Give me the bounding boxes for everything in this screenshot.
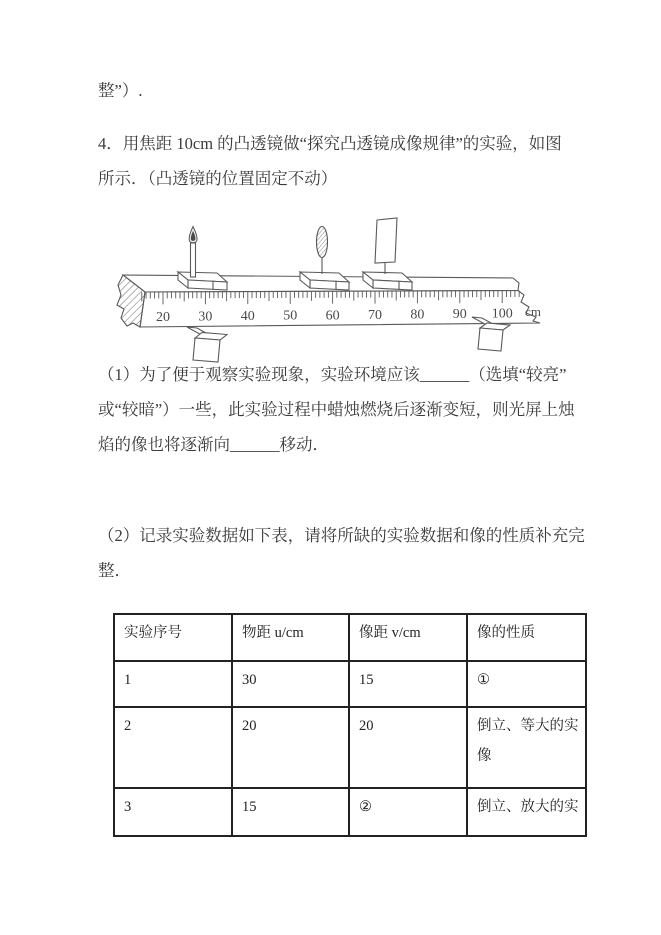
col-header-object-distance: 物距 u/cm [232, 614, 349, 661]
question4-line-2: 所示．（凸透镜的位置固定不动） [98, 169, 338, 188]
part1-line-3: 焰的像也将逐渐向______移动． [98, 435, 329, 454]
part2-line-1: （2）记录实验数据如下表，请将所缺的实验数据和像的性质补充完 [98, 526, 585, 545]
question4-line-1: 4．用焦距 10cm 的凸透镜做“探究凸透镜成像规律”的实验，如图 [98, 134, 562, 153]
table-cell: 30 [232, 661, 349, 707]
ruler-unit-label: cm [525, 304, 541, 319]
screen [375, 218, 397, 274]
table-cell: 20 [232, 707, 349, 788]
ruler-number: 80 [410, 307, 425, 323]
lens [317, 227, 328, 275]
candle [189, 227, 197, 278]
ruler-number: 70 [368, 307, 382, 323]
table-cell: 2 [114, 707, 232, 788]
previous-answer-tail-line: 整”）. [98, 81, 143, 100]
table-cell: 倒立、等大的实像 [467, 707, 586, 788]
table-cell: 15 [232, 788, 349, 836]
table-header-row [114, 614, 586, 661]
convex-lens-icon [317, 227, 328, 258]
ruler-number: 90 [452, 306, 467, 322]
ruler-number: 20 [156, 310, 170, 325]
table-cell: ② [349, 788, 467, 836]
table-cell: 1 [114, 661, 232, 707]
light-screen-icon [375, 218, 397, 263]
table-cell: 3 [114, 788, 232, 836]
experiment-data-table [113, 613, 587, 837]
part1-line-2: 或“较暗”）一些，此实验过程中蜡烛燃烧后逐渐变短，则光屏上烛 [98, 400, 575, 419]
optical-bench-svg [100, 205, 560, 370]
ruler-number: 50 [283, 308, 298, 324]
col-header-image-distance: 像距 v/cm [349, 614, 467, 661]
ruler-number: 100 [491, 306, 513, 322]
bench-left-foot [187, 327, 227, 362]
ruler-number: 60 [325, 308, 340, 324]
ruler-number: 40 [240, 309, 255, 325]
col-header-trial: 实验序号 [114, 614, 232, 661]
table-row [114, 788, 586, 836]
part2-line-2: 整． [98, 561, 131, 580]
col-header-image-property: 像的性质 [467, 614, 586, 661]
part1-line-1: （1）为了便于观察实验现象，实验环境应该______（选填“较亮” [98, 365, 567, 384]
ruler-number: 30 [198, 309, 213, 325]
table-row [114, 661, 586, 707]
candle-stick [191, 243, 196, 277]
optical-bench-diagram [100, 205, 560, 370]
table-cell: 倒立、放大的实 [467, 788, 586, 836]
table-cell: 15 [349, 661, 467, 707]
table-cell: ① [467, 661, 586, 707]
table-row [114, 707, 586, 788]
table-cell: 20 [349, 707, 467, 788]
